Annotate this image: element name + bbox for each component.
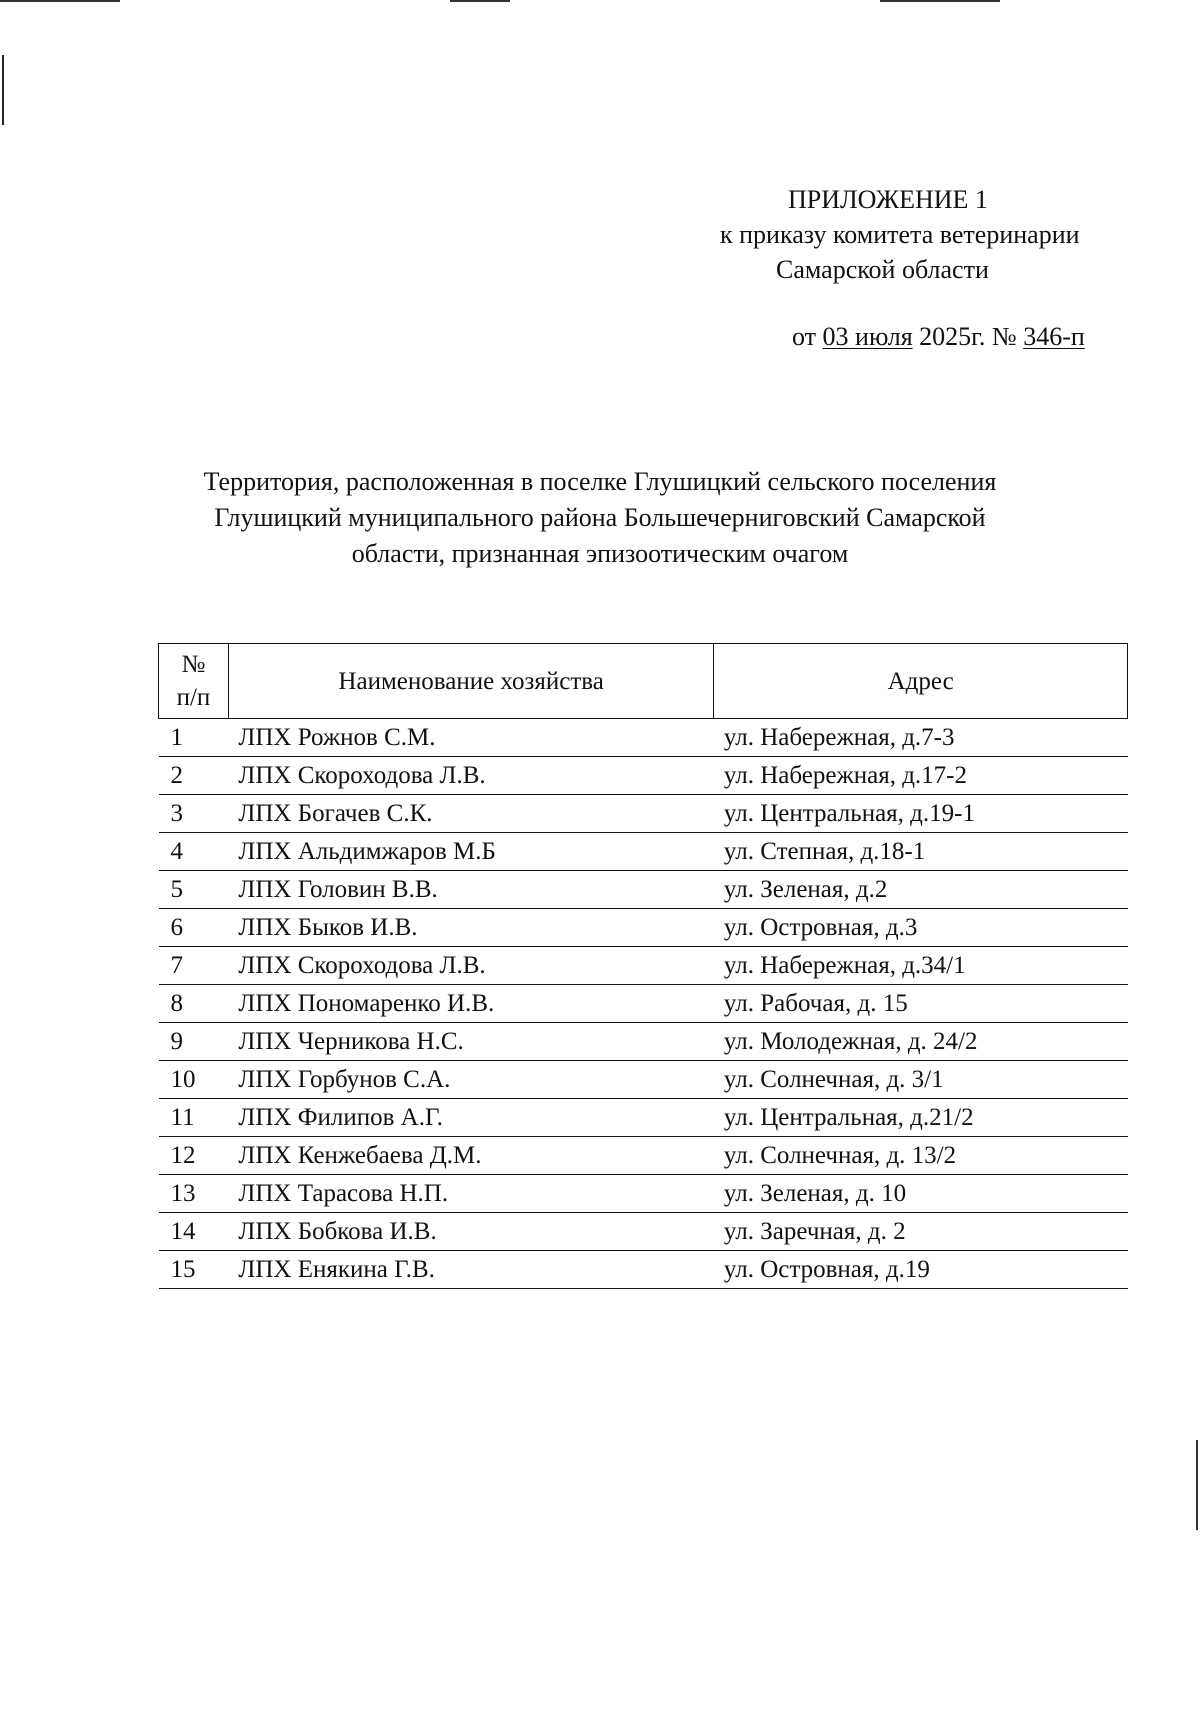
farm-name: ЛПХ Пономаренко И.В. — [228, 985, 713, 1023]
table-row — [159, 871, 1128, 909]
farm-name: ЛПХ Кенжебаева Д.М. — [228, 1137, 713, 1175]
farm-address: ул. Центральная, д.21/2 — [714, 1099, 1128, 1137]
row-number: 4 — [159, 833, 229, 871]
farm-address: ул. Набережная, д.7-3 — [714, 719, 1128, 757]
scan-edge-mark — [450, 0, 510, 2]
farm-name: ЛПХ Тарасова Н.П. — [228, 1175, 713, 1213]
row-number: 10 — [159, 1061, 229, 1099]
farm-name: ЛПХ Альдимжаров М.Б — [228, 833, 713, 871]
farm-name: ЛПХ Головин В.В. — [228, 871, 713, 909]
row-number: 5 — [159, 871, 229, 909]
table-row — [159, 719, 1128, 757]
table-row — [159, 1099, 1128, 1137]
farm-address: ул. Зеленая, д. 10 — [714, 1175, 1128, 1213]
farm-address: ул. Набережная, д.34/1 — [714, 947, 1128, 985]
document-title — [150, 464, 1050, 572]
title-line-3: области, признанная эпизоотическим очагом — [351, 539, 849, 568]
farm-name: ЛПХ Быков И.В. — [228, 909, 713, 947]
order-year: 2025г. — [919, 322, 986, 351]
header-number: № п/п — [159, 644, 229, 719]
table-header-row — [159, 644, 1128, 719]
table-row — [159, 1137, 1128, 1175]
farm-name: ЛПХ Черникова Н.С. — [228, 1023, 713, 1061]
farm-address: ул. Островная, д.3 — [714, 909, 1128, 947]
row-number: 8 — [159, 985, 229, 1023]
farm-name: ЛПХ Богачев С.К. — [228, 795, 713, 833]
row-number: 12 — [159, 1137, 229, 1175]
table-row — [159, 795, 1128, 833]
farm-name: ЛПХ Филипов А.Г. — [228, 1099, 713, 1137]
farm-address: ул. Зеленая, д.2 — [714, 871, 1128, 909]
farm-address: ул. Центральная, д.19-1 — [714, 795, 1128, 833]
farm-address: ул. Солнечная, д. 13/2 — [714, 1137, 1128, 1175]
table-row — [159, 1023, 1128, 1061]
appendix-header — [700, 182, 1130, 354]
scan-edge-mark — [1196, 1440, 1198, 1530]
row-number: 9 — [159, 1023, 229, 1061]
region-reference: Самарской области — [776, 255, 989, 284]
header-farm-name: Наименование хозяйства — [228, 644, 713, 719]
table-row — [159, 909, 1128, 947]
row-number: 15 — [159, 1251, 229, 1289]
scan-edge-mark — [880, 0, 1000, 2]
table-row — [159, 1061, 1128, 1099]
farm-name: ЛПХ Енякина Г.В. — [228, 1251, 713, 1289]
farm-address: ул. Набережная, д.17-2 — [714, 757, 1128, 795]
row-number: 3 — [159, 795, 229, 833]
farm-address: ул. Заречная, д. 2 — [714, 1213, 1128, 1251]
header-address: Адрес — [714, 644, 1128, 719]
order-date: 03 июля — [822, 322, 913, 351]
row-number: 1 — [159, 719, 229, 757]
table-body — [159, 719, 1128, 1289]
scan-edge-mark — [2, 55, 4, 125]
farms-table — [158, 643, 1128, 1289]
row-number: 14 — [159, 1213, 229, 1251]
farm-address: ул. Островная, д.19 — [714, 1251, 1128, 1289]
title-line-1: Территория, расположенная в поселке Глушицкий сельского поселения — [203, 467, 997, 496]
row-number: 7 — [159, 947, 229, 985]
table-row — [159, 1213, 1128, 1251]
table-row — [159, 833, 1128, 871]
farm-name: ЛПХ Скороходова Л.В. — [228, 947, 713, 985]
table-row — [159, 1175, 1128, 1213]
farm-address: ул. Степная, д.18-1 — [714, 833, 1128, 871]
date-prefix: от — [792, 322, 817, 351]
farm-name: ЛПХ Рожнов С.М. — [228, 719, 713, 757]
farm-name: ЛПХ Горбунов С.А. — [228, 1061, 713, 1099]
row-number: 13 — [159, 1175, 229, 1213]
table-row — [159, 1251, 1128, 1289]
row-number: 2 — [159, 757, 229, 795]
scan-edge-mark — [0, 0, 120, 2]
farm-address: ул. Рабочая, д. 15 — [714, 985, 1128, 1023]
order-date-line — [700, 319, 1130, 354]
number-sign: № — [991, 322, 1017, 351]
farm-address: ул. Молодежная, д. 24/2 — [714, 1023, 1128, 1061]
farm-name: ЛПХ Бобкова И.В. — [228, 1213, 713, 1251]
order-number: 346-п — [1023, 322, 1085, 351]
farm-name: ЛПХ Скороходова Л.В. — [228, 757, 713, 795]
table-row — [159, 985, 1128, 1023]
table-row — [159, 757, 1128, 795]
appendix-label: ПРИЛОЖЕНИЕ 1 — [788, 185, 988, 214]
table-row — [159, 947, 1128, 985]
row-number: 6 — [159, 909, 229, 947]
row-number: 11 — [159, 1099, 229, 1137]
farm-address: ул. Солнечная, д. 3/1 — [714, 1061, 1128, 1099]
order-reference: к приказу комитета ветеринарии — [720, 220, 1080, 249]
title-line-2: Глушицкий муниципального района Большечерниговский Самарской — [214, 503, 986, 532]
